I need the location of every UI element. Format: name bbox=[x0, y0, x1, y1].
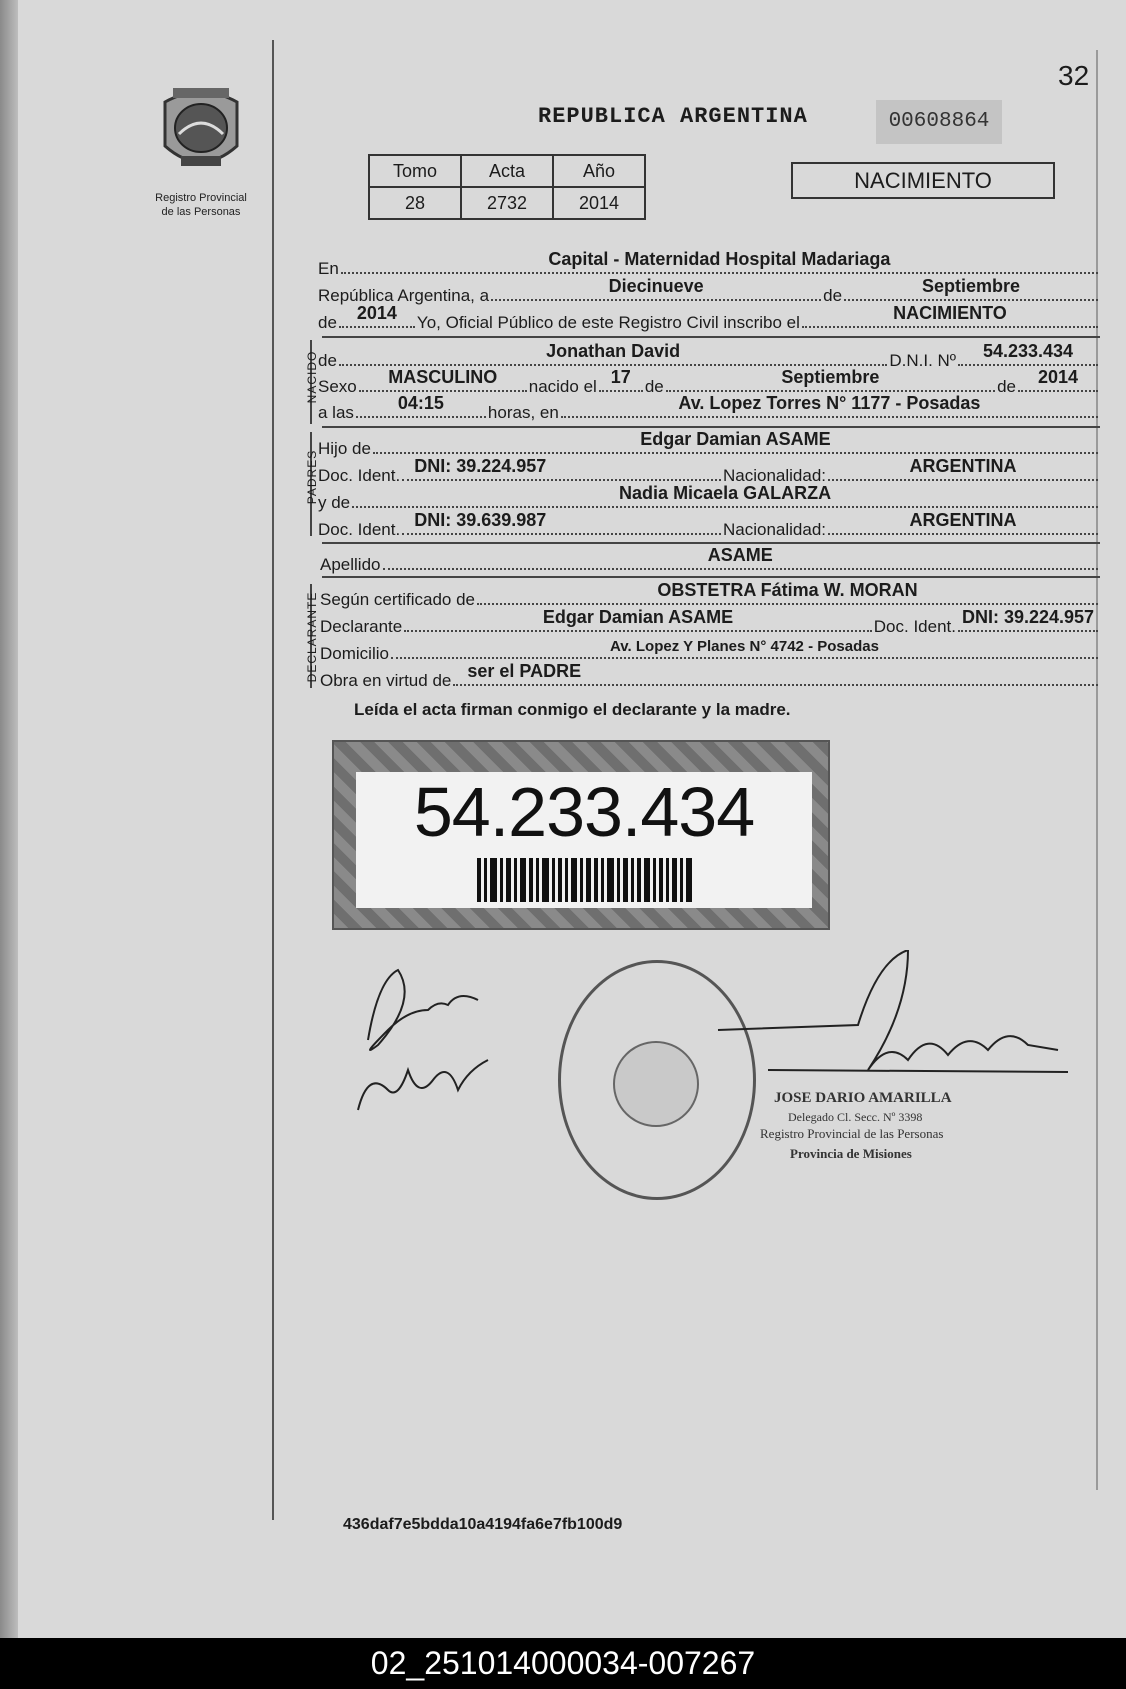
de-label-2: de bbox=[318, 313, 337, 332]
nacido-dni: 54.233.434 bbox=[982, 341, 1074, 361]
nacido-el-label: nacido el bbox=[528, 377, 597, 396]
divider bbox=[322, 576, 1100, 578]
barcode bbox=[356, 858, 812, 902]
row-madre-doc bbox=[318, 510, 1100, 540]
obra-value: ser el PADRE bbox=[467, 661, 582, 681]
seal-emblem-icon bbox=[613, 1041, 699, 1127]
tipo-registro: NACIMIENTO bbox=[893, 303, 1007, 323]
republica-label: República Argentina, a bbox=[318, 286, 490, 305]
nacido-anio: 2014 bbox=[1037, 367, 1079, 387]
tomo-header: Tomo bbox=[369, 155, 461, 187]
official-name: JOSE DARIO AMARILLA bbox=[774, 1090, 952, 1106]
official-registry: Registro Provincial de las Personas bbox=[760, 1126, 944, 1141]
document-title: REPUBLICA ARGENTINA bbox=[538, 104, 808, 129]
madre-nacionalidad: ARGENTINA bbox=[909, 510, 1017, 530]
declarant-signature bbox=[338, 950, 528, 1120]
row-obra bbox=[320, 661, 1100, 691]
logo-caption-line1: Registro Provincial bbox=[155, 192, 247, 204]
apellido-value: ASAME bbox=[707, 545, 773, 565]
oficial-text: Yo, Oficial Público de este Registro Civil inscribo el bbox=[416, 313, 800, 332]
tomo-acta-anio-table bbox=[368, 154, 646, 220]
tomo-value: 28 bbox=[369, 187, 461, 219]
madre-nombre: Nadia Micaela GALARZA bbox=[619, 483, 832, 503]
lugar-registro: Capital - Maternidad Hospital Madariaga bbox=[548, 249, 891, 269]
a-las-label: a las bbox=[318, 403, 354, 422]
declarante-nombre: Edgar Damian ASAME bbox=[542, 607, 734, 627]
nacido-hora: 04:15 bbox=[397, 393, 444, 413]
dni-label: D.N.I. Nº bbox=[889, 351, 956, 370]
mes-registro: Septiembre bbox=[922, 276, 1021, 296]
record-type-box: NACIMIENTO bbox=[791, 162, 1055, 199]
left-margin-rule bbox=[272, 40, 274, 1520]
anio-value: 2014 bbox=[553, 187, 645, 219]
horas-en-label: horas, en bbox=[487, 403, 559, 422]
nacido-dia: 17 bbox=[610, 367, 631, 387]
nacido-lugar: Av. Lopez Torres N° 1177 - Posadas bbox=[678, 393, 981, 413]
dia-registro: Diecinueve bbox=[608, 276, 704, 296]
dni-label-sticker bbox=[332, 740, 830, 930]
document-hash: 436daf7e5bdda10a4194fa6e7fb100d9 bbox=[343, 1516, 623, 1533]
en-label: En bbox=[318, 259, 339, 278]
divider bbox=[322, 426, 1100, 428]
padre-nacionalidad: ARGENTINA bbox=[909, 456, 1017, 476]
logo-caption-line2: de las Personas bbox=[161, 206, 241, 218]
padre-nombre: Edgar Damian ASAME bbox=[640, 429, 831, 449]
de-label: de bbox=[644, 377, 664, 396]
nacido-nombre: Jonathan David bbox=[546, 341, 681, 361]
dni-label-number: 54.233.434 bbox=[413, 773, 755, 851]
acta-value: 2732 bbox=[461, 187, 553, 219]
divider bbox=[322, 336, 1100, 338]
document-sheet bbox=[18, 0, 1126, 1638]
official-signature bbox=[708, 950, 1068, 1100]
page-number: 32 bbox=[1058, 60, 1090, 91]
serial-number: 00608864 bbox=[876, 100, 1002, 144]
anio-header: Año bbox=[553, 155, 645, 187]
official-province: Provincia de Misiones bbox=[790, 1146, 912, 1161]
obra-label: Obra en virtud de bbox=[320, 671, 452, 690]
sexo-label: Sexo bbox=[318, 377, 357, 396]
de-label: de bbox=[823, 286, 843, 305]
official-position: Delegado Cl. Secc. Nº 3398 bbox=[788, 1110, 923, 1124]
provincial-emblem-icon bbox=[155, 82, 247, 182]
registry-logo bbox=[146, 82, 256, 219]
acta-header: Acta bbox=[461, 155, 553, 187]
nacido-sexo: MASCULINO bbox=[388, 367, 498, 387]
row-nacido-hora bbox=[318, 393, 1100, 423]
footer-code: 02_251014000034-007267 bbox=[0, 1638, 1126, 1689]
certificado-value: OBSTETRA Fátima W. MORAN bbox=[657, 580, 918, 600]
doc-ident-label: Doc. Ident. bbox=[318, 466, 401, 485]
declarante-label: Declarante bbox=[320, 617, 403, 636]
certificado-label: Según certificado de bbox=[320, 590, 475, 609]
row-oficial bbox=[318, 303, 1100, 333]
madre-doc: DNI: 39.639.987 bbox=[414, 510, 547, 530]
padre-doc: DNI: 39.224.957 bbox=[414, 456, 547, 476]
row-declarante bbox=[320, 607, 1100, 637]
de-label-2: de bbox=[997, 377, 1016, 396]
nacionalidad-label: Nacionalidad: bbox=[722, 466, 826, 485]
anio-registro: 2014 bbox=[356, 303, 397, 323]
hijo-de-label: Hijo de bbox=[318, 439, 371, 458]
divider bbox=[322, 542, 1100, 544]
row-apellido bbox=[320, 545, 1100, 575]
nacido-mes: Septiembre bbox=[781, 367, 880, 387]
declarante-doc: DNI: 39.224.957 bbox=[961, 607, 1095, 627]
declarante-side-label: DECLARANTE bbox=[305, 591, 319, 683]
de-label: de bbox=[318, 351, 337, 370]
nacionalidad-label: Nacionalidad: bbox=[722, 520, 826, 539]
closing-statement: Leída el acta firman conmigo el declarante y la madre. bbox=[354, 700, 791, 719]
doc-ident-label: Doc. Ident. bbox=[318, 520, 401, 539]
doc-ident-label: Doc. Ident. bbox=[873, 617, 956, 636]
nacido-side-label: NACIDO bbox=[305, 350, 319, 404]
y-de-label: y de bbox=[318, 493, 351, 512]
apellido-label: Apellido bbox=[320, 555, 381, 574]
padres-side-label: PADRES bbox=[305, 449, 319, 505]
domicilio-value: Av. Lopez Y Planes N° 4742 - Posadas bbox=[610, 638, 879, 655]
domicilio-label: Domicilio bbox=[320, 644, 389, 663]
